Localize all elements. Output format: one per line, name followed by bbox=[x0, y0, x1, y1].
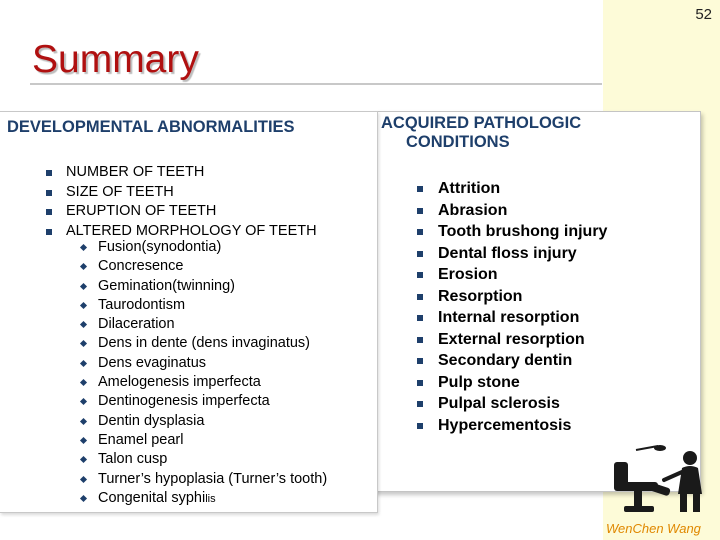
sublist-item: Dens evaginatus bbox=[79, 354, 364, 373]
sublist-item: Dentin dysplasia bbox=[79, 412, 364, 431]
list-item: Internal resorption bbox=[413, 307, 607, 329]
square-bullet-icon bbox=[46, 209, 52, 215]
sublist-item: Enamel pearl bbox=[79, 431, 364, 450]
list-item: Erosion bbox=[413, 264, 607, 286]
diamond-bullet-icon bbox=[80, 302, 87, 309]
square-bullet-icon bbox=[417, 272, 423, 278]
sublist-item: Concresence bbox=[79, 257, 364, 276]
diamond-bullet-icon bbox=[80, 476, 87, 483]
list-item: Pulpal sclerosis bbox=[413, 393, 607, 415]
sublist-item: Fusion(synodontia) bbox=[79, 238, 364, 257]
dental-clinic-logo-icon bbox=[606, 442, 718, 517]
sublist-item: Dentinogenesis imperfecta bbox=[79, 392, 364, 411]
list-item: Resorption bbox=[413, 286, 607, 308]
diamond-bullet-icon bbox=[80, 437, 87, 444]
list-item: ALTERED MORPHOLOGY OF TEETH bbox=[42, 222, 317, 242]
developmental-list bbox=[42, 163, 317, 241]
sublist-item: Talon cusp bbox=[79, 450, 364, 469]
square-bullet-icon bbox=[417, 208, 423, 214]
square-bullet-icon bbox=[417, 358, 423, 364]
list-item: Tooth brushong injury bbox=[413, 221, 607, 243]
sublist-item: Dilaceration bbox=[79, 315, 364, 334]
list-item: Abrasion bbox=[413, 200, 607, 222]
square-bullet-icon bbox=[417, 294, 423, 300]
list-item: NUMBER OF TEETH bbox=[42, 163, 317, 183]
diamond-bullet-icon bbox=[80, 321, 87, 328]
diamond-bullet-icon bbox=[80, 283, 87, 290]
list-item: Hypercementosis bbox=[413, 415, 607, 437]
sublist-item: Dens in dente (dens invaginatus) bbox=[79, 334, 364, 353]
slide-title: Summary bbox=[32, 38, 199, 81]
square-bullet-icon bbox=[417, 380, 423, 386]
diamond-bullet-icon bbox=[80, 263, 87, 270]
diamond-bullet-icon bbox=[80, 379, 87, 386]
diamond-bullet-icon bbox=[80, 244, 87, 251]
morphology-sublist bbox=[79, 238, 364, 509]
sublist-item: Gemination(twinning) bbox=[79, 277, 364, 296]
list-item: Attrition bbox=[413, 178, 607, 200]
list-item: External resorption bbox=[413, 329, 607, 351]
sublist-item: Taurodontism bbox=[79, 296, 364, 315]
sublist-item: Turner’s hypoplasia (Turner’s tooth) bbox=[79, 470, 364, 489]
square-bullet-icon bbox=[46, 229, 52, 235]
square-bullet-icon bbox=[46, 190, 52, 196]
diamond-bullet-icon bbox=[80, 340, 87, 347]
page-number: 52 bbox=[695, 6, 712, 23]
list-item: Dental floss injury bbox=[413, 243, 607, 265]
square-bullet-icon bbox=[417, 251, 423, 257]
author-name: WenChen Wang bbox=[606, 521, 701, 536]
sublist-item: Congenital syphilis bbox=[79, 489, 364, 509]
sublist-item: Amelogenesis imperfecta bbox=[79, 373, 364, 392]
square-bullet-icon bbox=[417, 229, 423, 235]
square-bullet-icon bbox=[417, 337, 423, 343]
developmental-heading: DEVELOPMENTAL ABNORMALITIES bbox=[7, 118, 295, 136]
diamond-bullet-icon bbox=[80, 495, 87, 502]
list-item: Pulp stone bbox=[413, 372, 607, 394]
acquired-heading-line1: ACQUIRED PATHOLOGIC bbox=[381, 114, 582, 132]
acquired-heading bbox=[381, 114, 641, 152]
square-bullet-icon bbox=[46, 170, 52, 176]
list-item: ERUPTION OF TEETH bbox=[42, 202, 317, 222]
title-underline-rule bbox=[30, 83, 602, 85]
list-item: SIZE OF TEETH bbox=[42, 183, 317, 203]
square-bullet-icon bbox=[417, 315, 423, 321]
diamond-bullet-icon bbox=[80, 398, 87, 405]
diamond-bullet-icon bbox=[80, 360, 87, 367]
acquired-conditions-list bbox=[413, 178, 607, 436]
square-bullet-icon bbox=[417, 423, 423, 429]
list-item: Secondary dentin bbox=[413, 350, 607, 372]
square-bullet-icon bbox=[417, 186, 423, 192]
acquired-heading-line2: CONDITIONS bbox=[406, 133, 510, 151]
diamond-bullet-icon bbox=[80, 418, 87, 425]
diamond-bullet-icon bbox=[80, 456, 87, 463]
square-bullet-icon bbox=[417, 401, 423, 407]
